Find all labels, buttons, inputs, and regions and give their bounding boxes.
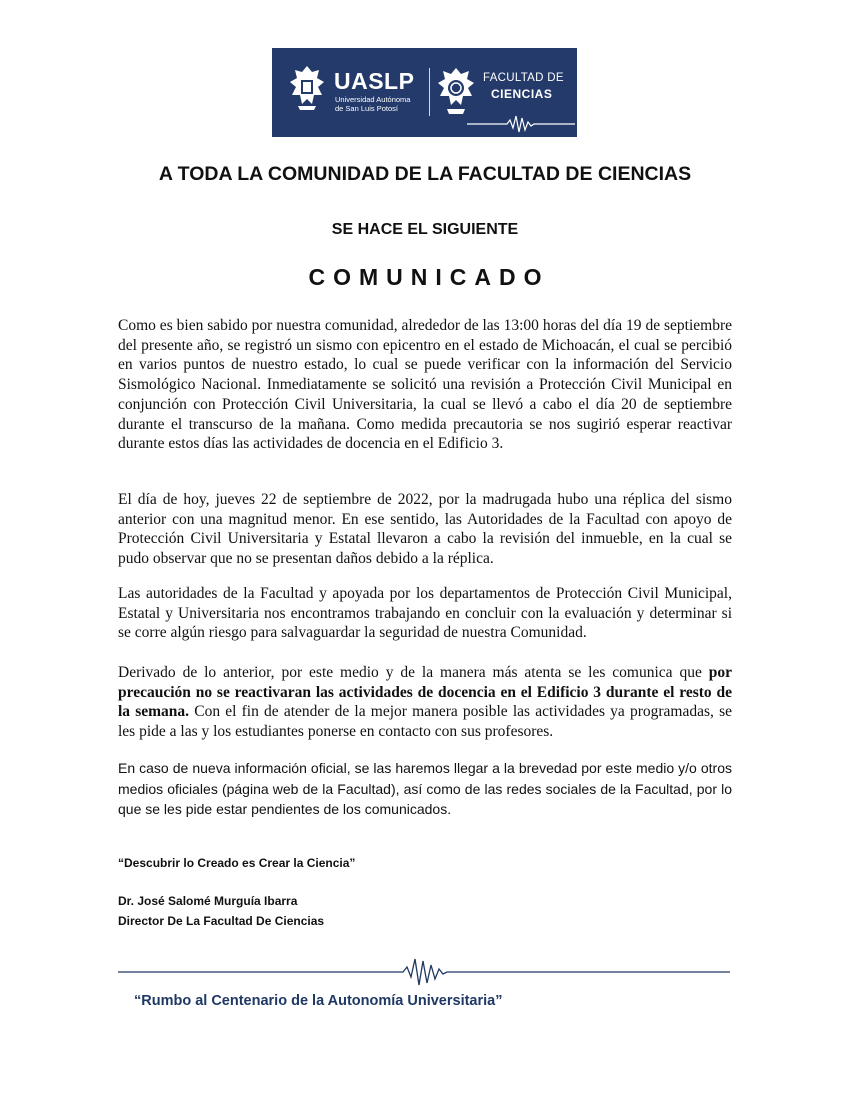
paragraph-4-bold-notice: por precaución no se reactivaran las actividades de docencia en el Edificio 3 durante el resto de la semana. (118, 664, 732, 721)
body-paragraph-3: Las autoridades de la Facultad y apoyada por los departamentos de Protección Civil Municipal, Estatal y Universitaria nos encontramos trabajando en concluir con la evaluación y determinar si se corre algún riesgo para salvaguardar la seguridad de nuestra Comunidad. (118, 585, 732, 642)
signatory-title: Director De La Facultad De Ciencias (118, 914, 325, 928)
document-title: COMUNICADO (308, 264, 550, 290)
uaslp-logo-text: UASLP (334, 68, 415, 94)
footer-seismic-line-icon (118, 955, 730, 989)
faculty-motto: “Descubrir lo Creado es Crear la Ciencia” (118, 856, 356, 870)
uaslp-crest-icon (288, 64, 326, 112)
intro-heading: SE HACE EL SIGUIENTE (331, 221, 519, 238)
faculty-name-line1: FACULTAD DE (483, 72, 564, 84)
faculty-seal-icon (436, 66, 476, 116)
body-paragraph-5: En caso de nueva información oficial, se las haremos llegar a la brevedad por este medio y/o otros medios oficiales (página web de la Facultad), así como de las redes sociales de la Facultad, por lo que se les pide estar pendientes de los comunicados. (118, 760, 732, 817)
body-paragraph-1: Como es bien sabido por nuestra comunidad, alrededor de las 13:00 horas del día 19 de septiembre del presente año, se registró un sismo con epicentro en el estado de Michoacán, el cual se percibió en varios puntos de nuestro estado, lo cual se puede verificar con la información del Servicio Sismológico Nacional. Inmediatamente se solicitó una revisión a Protección Civil Municipal en conjunción con Protección Civil Universitaria, la cual se llevó a cabo el día 20 de septiembre durante el transcurso de la mañana. Como medida precautoria se nos sugirió esperar reactivar durante estos días las actividades de docencia en el Edificio 3. (118, 317, 732, 453)
seismic-wave-icon (467, 114, 575, 134)
university-name-line2: de San Luis Potosí (335, 104, 398, 113)
banner-divider (429, 68, 430, 116)
audience-heading: A TODA LA COMUNIDAD DE LA FACULTAD DE CIENCIAS (158, 163, 692, 185)
header-logo-banner (272, 48, 577, 137)
paragraph-4-start: Derivado de lo anterior, por este medio y de la manera más atenta se les comunica que (118, 664, 709, 681)
paragraph-4-end: Con el fin de atender de la mejor manera posible las actividades ya programadas, se les pide a las y los estudiantes ponerse en contacto con sus profesores. (118, 703, 732, 741)
faculty-name-line2: CIENCIAS (491, 87, 553, 101)
body-paragraph-4 (118, 663, 732, 742)
body-paragraph-2: El día de hoy, jueves 22 de septiembre de 2022, por la madrugada hubo una réplica del sismo anterior con una magnitud menor. En ese sentido, las Autoridades de la Facultad con apoyo de Protección Civil Universitaria y Estatal llevaron a cabo la revisión del inmueble, en la cual se pudo observar que no se presentan daños debido a la réplica. (118, 491, 732, 568)
footer-motto: “Rumbo al Centenario de la Autonomía Universitaria” (134, 993, 503, 1009)
university-name-line1: Universidad Autónoma (335, 95, 411, 104)
signatory-name: Dr. José Salomé Murguía Ibarra (118, 894, 298, 908)
